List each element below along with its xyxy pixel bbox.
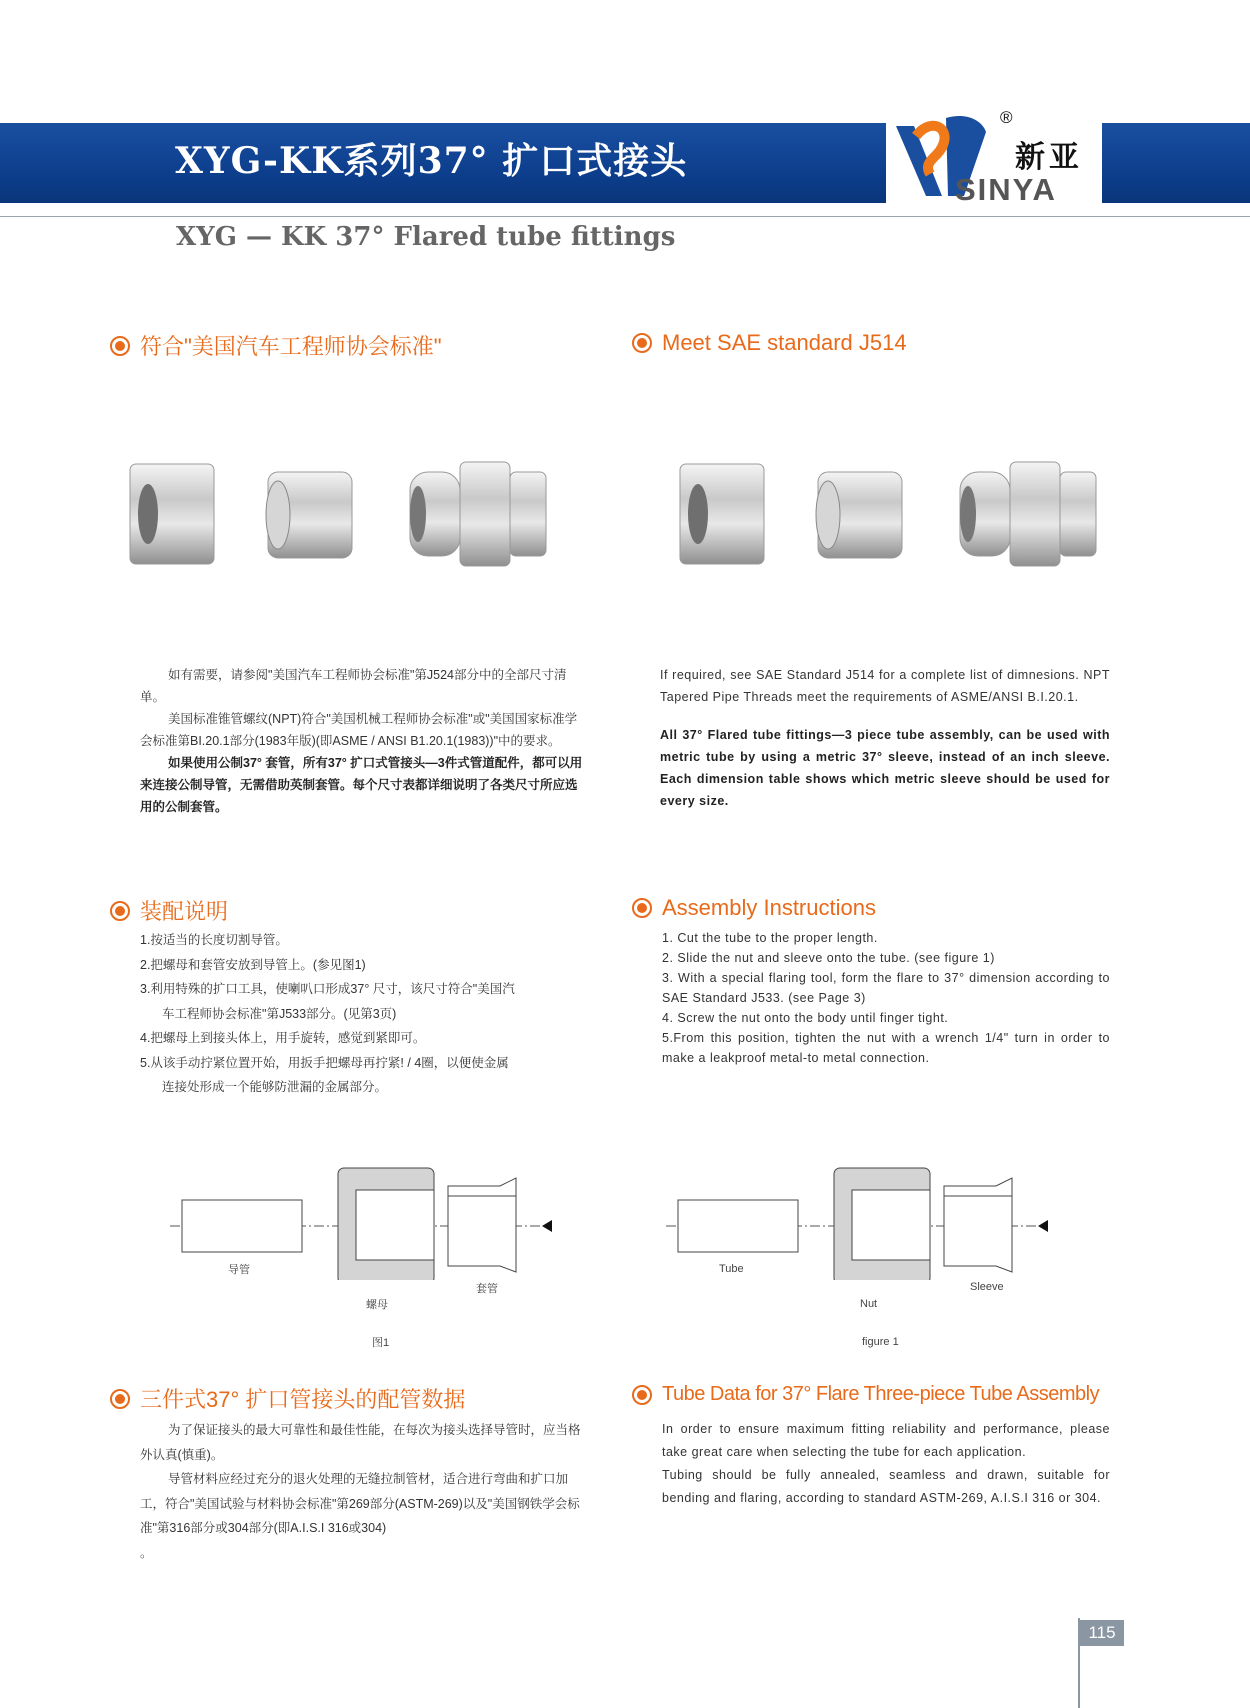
section-heading-sae-cn: 符合"美国汽车工程师协会标准" bbox=[110, 330, 442, 361]
tube-data-cn: 为了保证接头的最大可靠性和最佳性能，在每次为接头选择导管时，应当格外认真(慎重)。 导管材料应经过充分的退火处理的无缝拉制管材，适合进行弯曲和扩口加工，符合"美国试验与材料协会标准"第269部分(ASTM-269)以及"美国钢铁学会标准"第316部分或304部分(即A.I.S.I 316或304) 。 bbox=[140, 1423, 581, 1560]
nut-icon bbox=[680, 464, 764, 564]
section-heading-tube-cn: 三件式37° 扩口管接头的配管数据 bbox=[110, 1383, 465, 1414]
fittings-image-right bbox=[670, 450, 1110, 580]
body-fitting-icon bbox=[410, 462, 546, 566]
bullet-icon bbox=[632, 1385, 652, 1405]
page-title: XYG-KK系列37° 扩口式接头 bbox=[175, 140, 688, 182]
bullet-icon bbox=[632, 898, 652, 918]
sleeve-section-icon bbox=[944, 1178, 1012, 1272]
assembly-steps-en: 1. Cut the tube to the proper length. 2. Slide the nut and sleeve onto the tube. (see figure 1) 3. With a special flaring tool, form the flare to 37° dimension according to SAE Standard J533. (see Page 3) 4. Screw the nut onto the body until finger tight. 5.From this position, tighten the nut with a wrench 1/4" turn in order to make a leakproof metal-to metal connection. bbox=[662, 931, 1110, 1065]
fig-label-tube-en: Tube bbox=[719, 1263, 744, 1275]
fig-label-nut-cn: 螺母 bbox=[366, 1299, 388, 1311]
fig-caption-en: figure 1 bbox=[862, 1336, 899, 1348]
nut-section-icon bbox=[834, 1168, 930, 1280]
sleeve-section-icon bbox=[448, 1178, 516, 1272]
bullet-icon bbox=[110, 901, 130, 921]
page-number: 115 bbox=[1080, 1620, 1124, 1646]
tube-data-en: In order to ensure maximum fitting reliability and performance, please take great care when selecting the tube for each application. Tubing should be fully annealed, seamless and drawn, suitable for bending and flaring, according to standard ASTM-269, A.I.S.I 316 or 304. bbox=[662, 1422, 1110, 1505]
intro-cn: 如有需要，请参阅"美国汽车工程师协会标准"第J524部分中的全部尺寸清单。 美国标准锥管螺纹(NPT)符合"美国机械工程师协会标准"或"美国国家标准学会标准第BI.20.1部分(1983年版)(即ASME / ANSI B1.20.1(1983))"中的要求。 如果使用公制37° 套管，所有37° 扩口式管接头—3件式管道配件，都可以用来连接公制导管，无需借助英制套管。每个尺寸表都详细说明了各类尺寸所应选用的公制套管。 bbox=[140, 668, 583, 814]
section-heading-assembly-cn: 装配说明 bbox=[110, 895, 228, 926]
nut-section-icon bbox=[338, 1168, 434, 1280]
fig-label-tube-cn: 导管 bbox=[228, 1264, 250, 1276]
body-fitting-icon bbox=[960, 462, 1096, 566]
page-subtitle: XYG — KK 37° Flared tube fittings bbox=[176, 222, 676, 252]
fig-label-sleeve-cn: 套管 bbox=[476, 1283, 498, 1295]
assembly-figure-en bbox=[666, 1160, 1056, 1280]
sleeve-icon bbox=[816, 472, 902, 558]
arrow-icon bbox=[1038, 1220, 1048, 1232]
section-heading-tube-en: Tube Data for 37° Flare Three-piece Tube Assembly bbox=[632, 1383, 1099, 1406]
bullet-icon bbox=[632, 333, 652, 353]
fig-label-sleeve-en: Sleeve bbox=[970, 1281, 1004, 1293]
assembly-steps-cn: 1.按适当的长度切割导管。 2.把螺母和套管安放到导管上。(参见图1) 3.利用特殊的扩口工具，使喇叭口形成37° 尺寸，该尺寸符合"美国汽 车工程师协会标准"第J533部分。(见第3页) 4.把螺母上到接头体上，用手旋转，感觉到紧即可。 5.从该手动拧紧位置开始，用扳手把螺母再拧紧! / 4圈，以便使金属 连接处形成一个能够防泄漏的金属部分。 bbox=[140, 933, 515, 1094]
brand-name-cn: 新亚 bbox=[1015, 140, 1083, 175]
fig-label-nut-en: Nut bbox=[860, 1298, 878, 1310]
registered-mark: ® bbox=[1000, 108, 1013, 127]
nut-icon bbox=[130, 464, 214, 564]
section-heading-sae-en: Meet SAE standard J514 bbox=[632, 330, 907, 356]
bullet-icon bbox=[110, 336, 130, 356]
sleeve-icon bbox=[266, 472, 352, 558]
brand-name-en: SINYA bbox=[955, 172, 1057, 207]
fittings-image-left bbox=[120, 450, 560, 580]
header-rule bbox=[0, 216, 1250, 217]
fig-caption-cn: 图1 bbox=[372, 1337, 390, 1349]
bullet-icon bbox=[110, 1389, 130, 1409]
arrow-icon bbox=[542, 1220, 552, 1232]
intro-en: If required, see SAE Standard J514 for a complete list of dimnesions. NPT Tapered Pipe Threads meet the requirements of ASME/ANSI B.I.20.1. All 37° Flared tube fittings—3 piece tube assembly, can be used with metric tube by using a metric 37° sleeve, instead of an inch sleeve. Each dimension table shows which metric sleeve should be used for every size. bbox=[660, 668, 1110, 808]
section-heading-assembly-en: Assembly Instructions bbox=[632, 895, 876, 921]
